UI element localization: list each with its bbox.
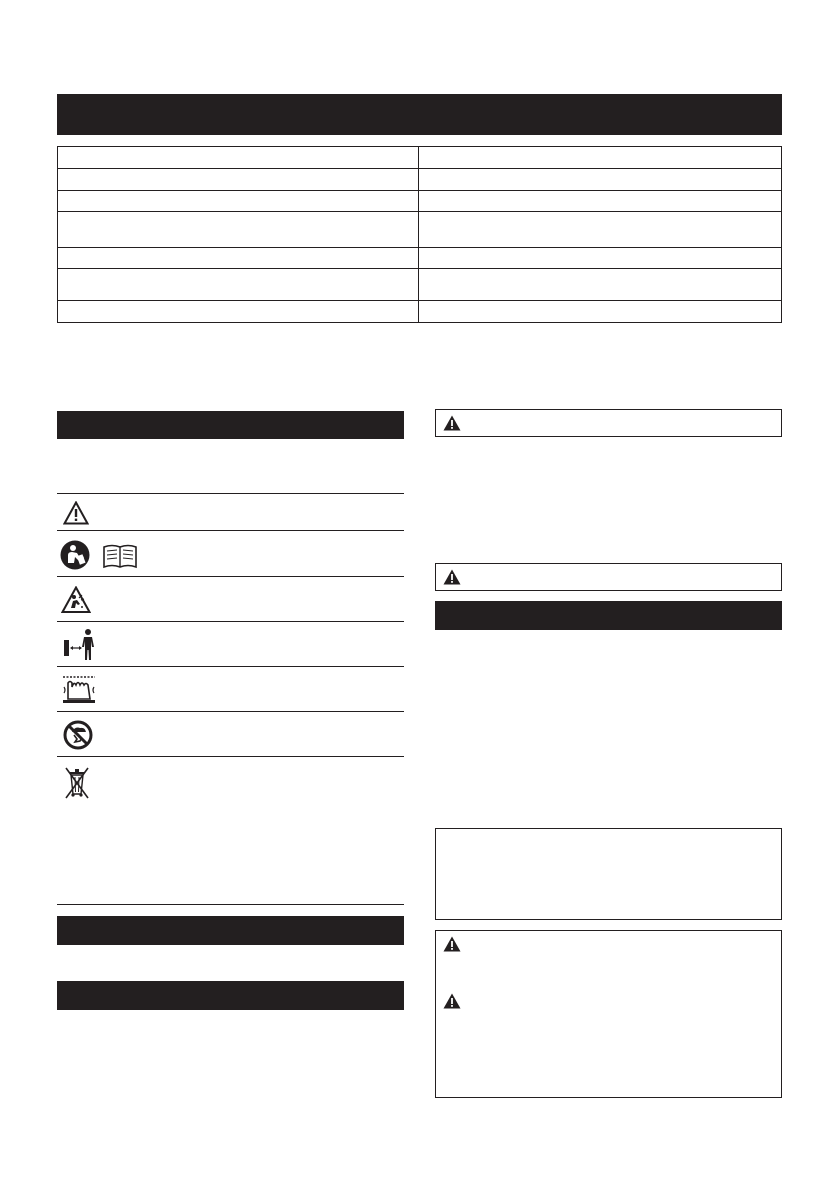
right-section-header <box>435 601 782 630</box>
symbols-bottom-rule <box>57 904 404 905</box>
note-box <box>435 828 782 920</box>
spec-label <box>58 169 419 191</box>
spec-value <box>418 248 782 269</box>
symbol-row <box>57 493 404 530</box>
spec-label <box>58 147 419 169</box>
read-manual-icon <box>60 539 150 571</box>
spec-value <box>418 269 782 301</box>
symbol-row <box>57 576 404 621</box>
warning-triangle-icon <box>63 501 89 525</box>
table-row <box>58 269 782 301</box>
table-row <box>58 147 782 169</box>
spec-value <box>418 169 782 191</box>
symbol-row <box>57 756 404 904</box>
symbol-row <box>57 530 404 576</box>
symbols-section-header <box>57 411 404 439</box>
warning-icon <box>443 569 461 585</box>
crossed-bin-icon <box>64 766 90 800</box>
spec-label <box>58 269 419 301</box>
section-2-header <box>57 916 404 945</box>
spec-label <box>58 212 419 248</box>
table-row <box>58 169 782 191</box>
table-row <box>58 212 782 248</box>
warning-label-box-1 <box>435 409 782 437</box>
no-rain-icon <box>63 720 93 750</box>
table-row <box>58 248 782 269</box>
spec-label <box>58 191 419 212</box>
section-3-header <box>57 981 404 1010</box>
warning-icon <box>443 993 461 1009</box>
spec-value <box>418 191 782 212</box>
spec-value <box>418 147 782 169</box>
spec-label <box>58 248 419 269</box>
symbol-row <box>57 666 404 711</box>
flying-debris-icon <box>61 586 91 614</box>
warning-icon <box>443 415 461 431</box>
caution-box <box>435 930 782 1098</box>
spec-value <box>418 301 782 323</box>
symbol-row <box>57 711 404 756</box>
page-header-bar <box>57 94 782 135</box>
table-row <box>58 301 782 323</box>
spec-label <box>58 301 419 323</box>
specification-table <box>57 146 782 323</box>
warning-label-box-2 <box>435 563 782 591</box>
warning-icon <box>443 936 461 952</box>
table-row <box>58 191 782 212</box>
symbol-row <box>57 621 404 666</box>
spec-value <box>418 212 782 248</box>
hot-surface-icon <box>61 673 97 705</box>
keep-distance-icon <box>63 627 97 661</box>
